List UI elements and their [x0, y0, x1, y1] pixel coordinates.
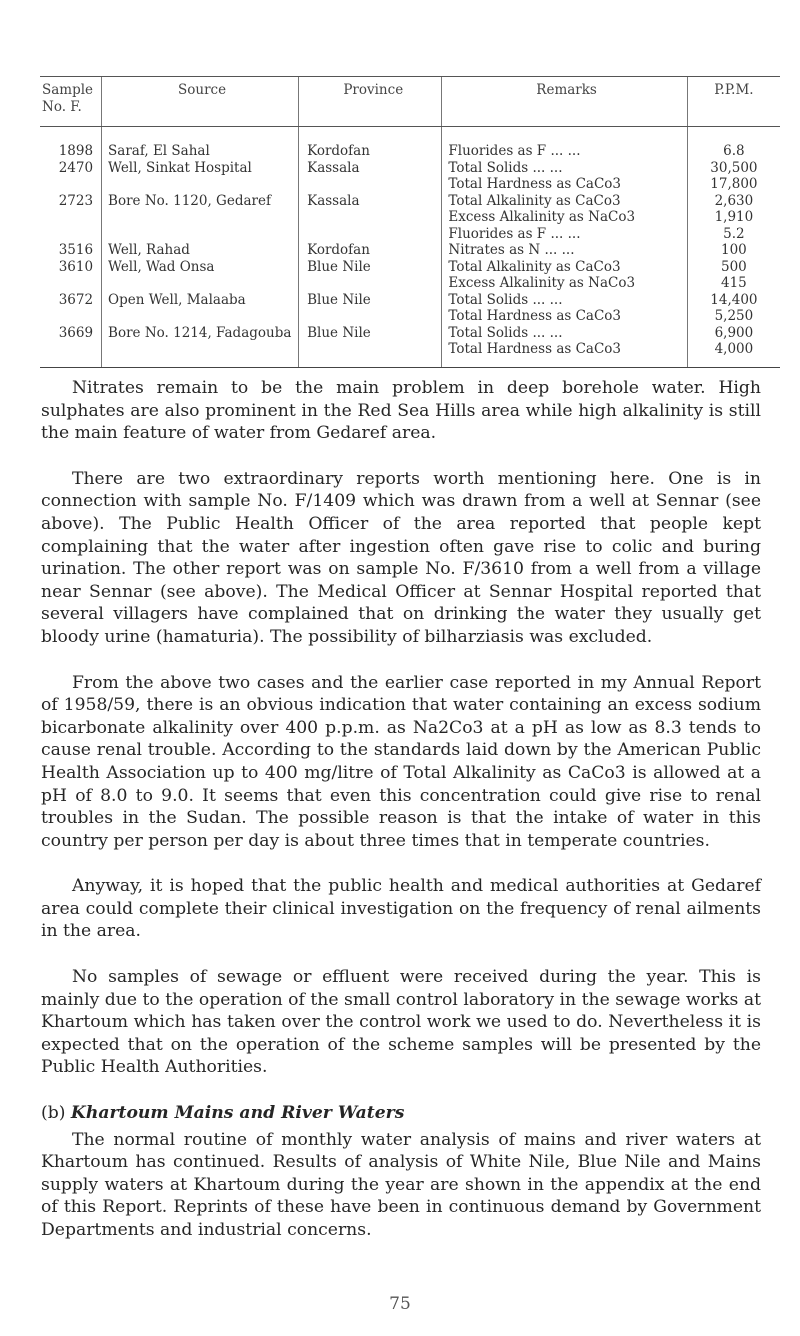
province-cell — [299, 176, 442, 193]
sample-no-cell — [40, 176, 102, 193]
source-cell — [102, 209, 299, 226]
sample-no-cell — [40, 226, 102, 243]
source-cell — [102, 341, 299, 367]
sample-no-cell — [40, 209, 102, 226]
source-cell: Bore No. 1214, Fadagouba — [102, 325, 299, 342]
ppm-cell: 2,630 — [687, 193, 780, 210]
ppm-cell: 500 — [687, 259, 780, 276]
remark-cell: Excess Alkalinity as NaCo3 — [442, 275, 687, 292]
province-cell: Blue Nile — [299, 325, 442, 342]
source-cell — [102, 226, 299, 243]
table-header-row — [40, 77, 780, 127]
remark-cell: Fluorides as F ... ... — [442, 226, 687, 243]
sample-no-cell: 3672 — [58, 291, 94, 308]
remark-cell: Total Solids ... ... — [442, 160, 687, 177]
page-number: 75 — [389, 1294, 411, 1314]
remark-cell: Excess Alkalinity as NaCo3 — [442, 209, 687, 226]
ppm-cell: 100 — [687, 242, 780, 259]
sample-no-cell: 3516 — [58, 242, 94, 258]
table-row — [40, 259, 780, 276]
source-cell — [102, 275, 299, 292]
province-cell — [299, 226, 442, 243]
source-cell: Well, Wad Onsa — [102, 259, 299, 276]
sample-no-cell — [40, 341, 102, 367]
table-row — [40, 176, 780, 193]
sample-no-cell — [40, 308, 102, 325]
header-sample-no: Sample No. F. — [40, 77, 102, 127]
sample-no-cell: 1898 — [58, 143, 94, 159]
table-row — [40, 193, 780, 210]
ppm-cell: 6,900 — [687, 325, 780, 342]
header-remarks: Remarks — [442, 77, 687, 127]
remark-cell: Fluorides as F ... ... — [442, 127, 687, 160]
remark-cell: Total Solids ... ... — [442, 325, 687, 342]
ppm-cell: 17,800 — [687, 176, 780, 193]
subheading-title: Khartoum Mains and River Waters — [70, 1103, 405, 1124]
body-text — [41, 377, 761, 1265]
source-cell: Saraf, El Sahal — [102, 127, 299, 160]
table-row — [40, 160, 780, 177]
paragraph-gedaref-investigation: Anyway, it is hoped that the public health and medical authorities at Gedaref area could complete their clinical investigation on the frequency of renal ailments in the area. — [41, 876, 761, 942]
province-cell: Kassala — [299, 160, 442, 177]
table-body — [40, 127, 780, 368]
remark-cell: Total Alkalinity as CaCo3 — [442, 193, 687, 210]
sample-no-cell: 2470 — [58, 159, 94, 176]
paragraph-renal-trouble: From the above two cases and the earlier case reported in my Annual Report of 1958/59, there is an obvious indication that water containing an excess sodium bicarbonate alkalinity over 400 p.p.m. as Na2Co3 at a pH as low as 8.3 tends to cause renal trouble. According to the standards laid down by the American Public Health Association up to 400 mg/litre of Total Alkalinity as CaCo3 is allowed at a pH of 8.0 to 9.0. It seems that even this concentration could give rise to renal troubles in the Sudan. The possible reason is that the intake of water in this country per person per day is about three times that in temperate countries. — [41, 672, 761, 851]
table-row — [40, 341, 780, 367]
section-subheading — [41, 1102, 761, 1125]
remark-cell: Total Hardness as CaCo3 — [442, 176, 687, 193]
sample-no-cell: 3669 — [58, 324, 94, 341]
table-row — [40, 127, 780, 160]
header-ppm: P.P.M. — [687, 77, 780, 127]
ppm-cell: 415 — [687, 275, 780, 292]
remark-cell: Total Hardness as CaCo3 — [442, 341, 687, 367]
remark-cell: Total Hardness as CaCo3 — [442, 308, 687, 325]
table-row — [40, 226, 780, 243]
table-row — [40, 308, 780, 325]
header-source: Source — [102, 77, 299, 127]
province-cell — [299, 209, 442, 226]
table-row — [40, 292, 780, 309]
source-cell: Well, Sinkat Hospital — [102, 160, 299, 177]
source-cell — [102, 176, 299, 193]
remark-cell: Nitrates as N ... ... — [442, 242, 687, 259]
header-province: Province — [299, 77, 442, 127]
province-cell: Blue Nile — [299, 259, 442, 276]
paragraph-extraordinary-reports: There are two extraordinary reports worth mentioning here. One is in connection with sample No. F/1409 which was drawn from a well at Sennar (see above). The Public Health Officer of the area reported that people kept complaining that the water after ingestion often gave rise to colic and buring urination. The other report was on sample No. F/3610 from a well from a village near Sennar (see above). The Medical Officer at Sennar Hospital reported that several villagers have complained that on drinking the water they usually get bloody urine (hamaturia). The possibility of bilharziasis was excluded. — [41, 468, 761, 647]
province-cell — [299, 308, 442, 325]
source-cell: Open Well, Malaaba — [102, 292, 299, 309]
sample-no-cell: 2723 — [58, 192, 94, 209]
province-cell — [299, 275, 442, 292]
province-cell: Kordofan — [299, 127, 442, 160]
remark-cell: Total Solids ... ... — [442, 292, 687, 309]
ppm-cell: 5.2 — [687, 226, 780, 243]
paragraph-nitrates: Nitrates remain to be the main problem in deep borehole water. High sulphates are also prominent in the Red Sea Hills area while high alkalinity is still the main feature of water from Gedaref area. — [41, 378, 761, 444]
table-row — [40, 209, 780, 226]
remark-cell: Total Alkalinity as CaCo3 — [442, 259, 687, 276]
ppm-cell: 14,400 — [687, 292, 780, 309]
source-cell — [102, 308, 299, 325]
paragraph-khartoum-mains: The normal routine of monthly water analysis of mains and river waters at Khartoum has continued. Results of analysis of White Nile, Blue Nile and Mains supply waters at Khartoum during the year are shown in the appendix at the end of this Report. Reprints of these have been in continuous demand by Government Departments and industrial concerns. — [41, 1129, 761, 1240]
table-row — [40, 242, 780, 259]
ppm-cell: 5,250 — [687, 308, 780, 325]
table-row — [40, 275, 780, 292]
ppm-cell: 6.8 — [687, 127, 780, 160]
source-cell: Bore No. 1120, Gedaref — [102, 193, 299, 210]
province-cell: Kordofan — [299, 242, 442, 259]
province-cell — [299, 341, 442, 367]
source-cell: Well, Rahad — [102, 242, 299, 259]
sample-no-cell: 3610 — [58, 258, 94, 275]
province-cell: Blue Nile — [299, 292, 442, 309]
water-analysis-table — [40, 76, 780, 368]
table-row — [40, 325, 780, 342]
province-cell: Kassala — [299, 193, 442, 210]
ppm-cell: 30,500 — [687, 160, 780, 177]
paragraph-sewage: No samples of sewage or effluent were received during the year. This is mainly due to the operation of the small control laboratory in the sewage works at Khartoum which has taken over the control work we used to do. Nevertheless it is expected that on the operation of the scheme samples will be presented by the Public Health Authorities. — [41, 967, 761, 1078]
ppm-cell: 4,000 — [687, 341, 780, 367]
subheading-label: (b) — [41, 1103, 66, 1124]
sample-no-cell — [40, 275, 102, 292]
ppm-cell: 1,910 — [687, 209, 780, 226]
